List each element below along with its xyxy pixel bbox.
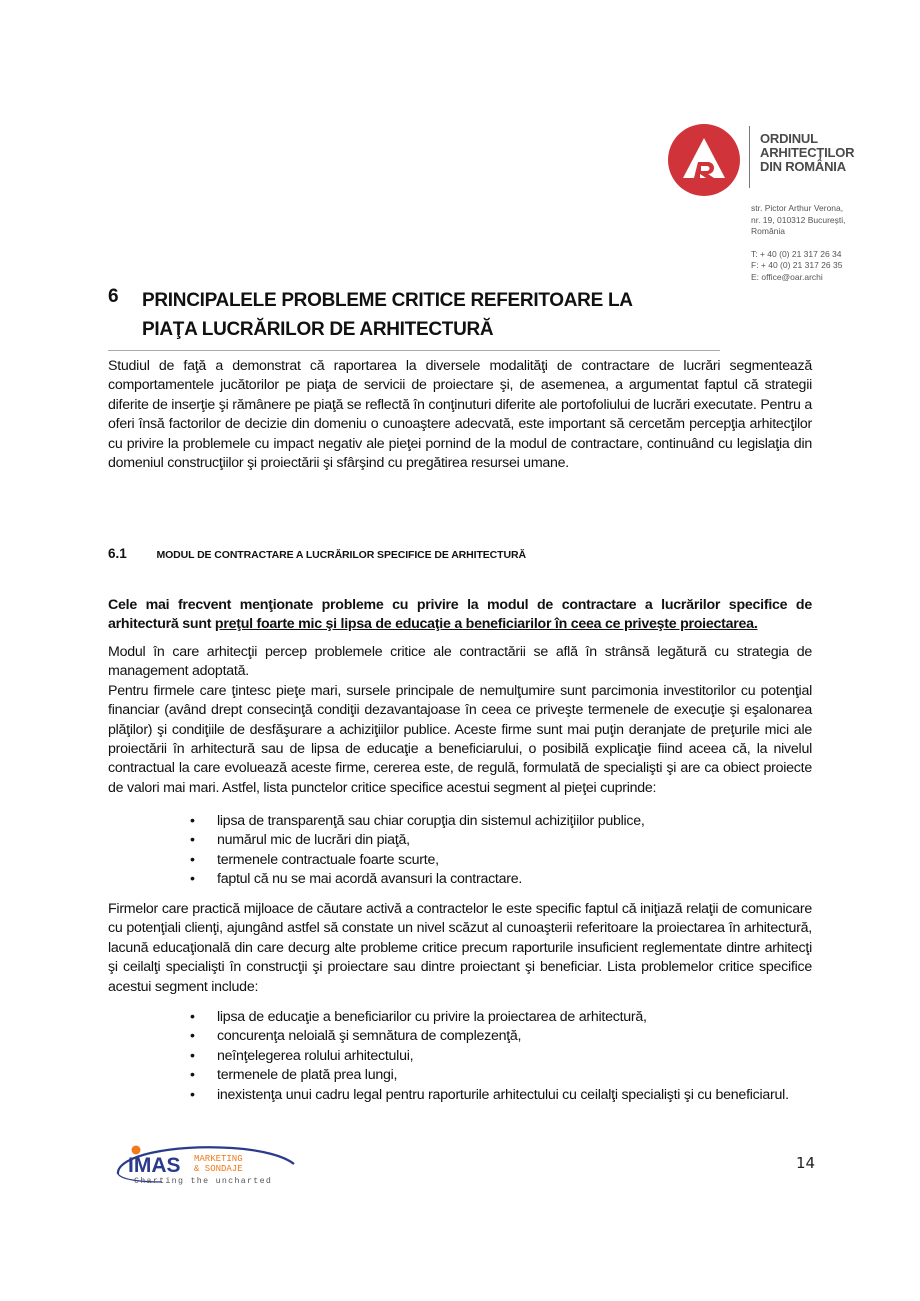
- svg-text:& SONDAJE: & SONDAJE: [194, 1164, 243, 1174]
- bullet-icon: •: [190, 832, 195, 849]
- bullet-icon: •: [190, 1086, 195, 1103]
- svg-text:Charting the uncharted: Charting the uncharted: [134, 1177, 273, 1186]
- bullet-icon: •: [190, 851, 195, 868]
- logo-divider: [749, 126, 750, 188]
- imas-logo: [112, 1138, 302, 1190]
- chapter-number: 6: [108, 286, 119, 307]
- paragraph-management-strategy: Modul în care arhitecţii percep problemele critice ale contractării se află în strânsă legătură cu strategia de management adoptată. Pentru firmele care ţintesc pieţe mari, sursele principale de nemulţumire sunt parcimonia investitorilor cu potenţial financiar (având drept consecinţă condiţii dezavantajoase în ceea ce priveşte termenele de execuţie şi eşalonarea plăţilor) şi condiţiile de desfăşurare a achiziţiilor publice. Aceste firme sunt mai puţin deranjate de preţurile mici ale proiectării în arhitectură sau de lipsa de educaţie a beneficiarului, o posibilă explicaţie fiind aceea că, la nivelul contractual la care evoluează aceste firme, cererea este, de regulă, formulată de specialişti şi are ca obiect proiecte de valori mai mari. Astfel, lista punctelor critice specifice acestui segment al pieţei cuprinde:: [108, 644, 812, 796]
- critical-points-list-active-search: [190, 1008, 812, 1105]
- section-title: MODUL DE CONTRACTARE A LUCRĂRILOR SPECIFICE DE ARHITECTURĂ: [156, 549, 526, 561]
- address-line: România: [751, 226, 786, 236]
- chapter-title: PRINCIPALELE PROBLEME CRITICE REFERITOARE LA PIAŢA LUCRĂRILOR DE ARHITECTURĂ: [142, 290, 633, 340]
- list-item: • lipsa de transparenţă sau chiar corupţia din sistemul achiziţiilor publice,: [190, 812, 812, 831]
- intro-paragraph: Studiul de faţă a demonstrat că raportarea la diversele modalităţi de contractare de lucrări segmentează comportamentele jucătorilor pe piaţa de servicii de proiectare şi, de asemenea, a argumentat faptul că strategii diferite de inserţie şi rămânere pe piaţă se reflectă în conţinuturi diferite ale portofoliului de lucrări executate. Pentru a oferi însă factorilor de decizie din domeniu o cunoaştere adecvată, este important să cercetăm percepţia arhitecţilor cu privire la problemele cu impact negativ ale pieţei pornind de la modul de contractare, continuând cu legislaţia din domeniul construcţiilor şi proiectării şi sfârşind cu pregătirea resursei umane.: [108, 358, 812, 472]
- section-number: 6.1: [108, 546, 127, 561]
- page-number: 14: [796, 1154, 816, 1172]
- list-item: • lipsa de educaţie a beneficiarilor cu privire la proiectarea de arhitectură,: [190, 1008, 812, 1027]
- bullet-icon: •: [190, 1028, 195, 1045]
- list-item: • inexistenţa unui cadru legal pentru raporturile arhitectului cu ceilalţi specialişti şi cu beneficiarul.: [190, 1086, 812, 1105]
- paragraph-active-search: Firmelor care practică mijloace de căutare activă a contractelor le este specific faptul că iniţiază relaţii de comunicare cu potenţiali clienţi, ajungând astfel să constate un nivel scăzut al cunoaşterii referitoare la proiectarea în arhitectură, lacună educaţională din care decurg alte probleme critice precum raporturile insuficient reglementate dintre arhitecţi şi ceilalţi specialişti în construcţii şi proiectare sau dintre proiectant şi beneficiar. Lista problemelor critice specifice acestui segment include:: [108, 901, 812, 995]
- list-item: • termenele contractuale foarte scurte,: [190, 851, 812, 870]
- bullet-icon: •: [190, 871, 195, 888]
- oar-triangle-r-icon: [668, 124, 740, 196]
- oar-contact-block: [751, 203, 846, 283]
- list-item: • concurenţa neloială şi semnătura de complezenţă,: [190, 1027, 812, 1046]
- list-item: • neînţelegerea rolului arhitectului,: [190, 1047, 812, 1066]
- chapter-heading: [108, 286, 720, 351]
- section-heading: [108, 545, 526, 563]
- key-finding-highlight: preţul foarte mic şi lipsa de educaţie a beneficiarilor în ceea ce priveşte proiectarea.: [214, 616, 758, 633]
- key-finding: Cele mai frecvent menţionate probleme cu privire la modul de contractare a lucrărilor specifice de arhitectură sunt preţul foarte mic şi lipsa de educaţie a beneficiarilor în ceea ce priveşte proiectarea.: [108, 597, 812, 633]
- bullet-icon: •: [190, 813, 195, 829]
- bullet-icon: •: [190, 1067, 195, 1084]
- list-item: • faptul că nu se mai acordă avansuri la contractare.: [190, 870, 812, 889]
- bullet-icon: •: [190, 1047, 195, 1064]
- list-item: • termenele de plată prea lungi,: [190, 1066, 812, 1085]
- bullet-icon: •: [190, 1009, 195, 1025]
- phone-number: T: + 40 (0) 21 317 26 34: [751, 248, 842, 259]
- fax-number: F: + 40 (0) 21 317 26 35: [751, 260, 843, 270]
- list-item: • numărul mic de lucrări din piaţă,: [190, 831, 812, 850]
- address-line: nr. 19, 010312 București,: [751, 214, 846, 225]
- critical-points-list-large-markets: [190, 812, 812, 890]
- svg-text:MARKETING: MARKETING: [194, 1154, 243, 1164]
- svg-text:IMAS: IMAS: [128, 1154, 181, 1177]
- oar-logo: [668, 124, 868, 198]
- email-address: E: office@oar.archi: [751, 271, 823, 282]
- address-line: str. Pictor Arthur Verona,: [751, 203, 844, 213]
- oar-name: ORDINUL ARHITECȚILOR DIN ROMÂNIA: [760, 131, 855, 174]
